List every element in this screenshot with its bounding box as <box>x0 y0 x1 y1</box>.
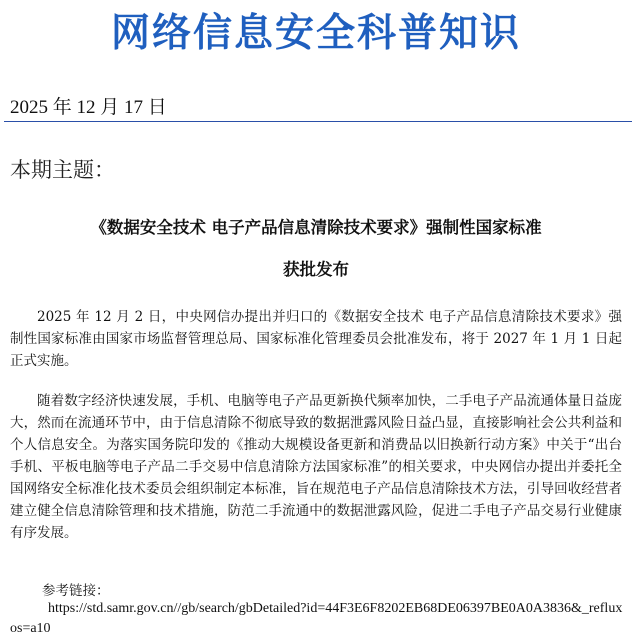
article-headline-line1: 《数据安全技术 电子产品信息清除技术要求》强制性国家标准 <box>90 218 542 237</box>
reference-label: 参考链接： <box>42 583 110 599</box>
issue-date: 2025 年 12 月 17 日 <box>10 97 167 118</box>
reference-link[interactable]: https://std.samr.gov.cn//gb/search/gbDetailed?id=44F3E6F8202EB68DE06397BE0A0A3836&_refluxos=a10 <box>10 601 623 636</box>
header-divider <box>4 121 632 122</box>
article-paragraph-1: 2025 年 12 月 2 日，中央网信办提出并归口的《数据安全技术 电子产品信息清除技术要求》强制性国家标准由国家市场监督管理总局、国家标准化管理委员会批准发布，将于 2027 年 1 月 1 日起正式实施。 <box>10 309 622 369</box>
article-paragraph-2: 随着数字经济快速发展，手机、电脑等电子产品更新换代频率加快，二手电子产品流通体量日益庞大，然而在流通环节中，由于信息清除不彻底导致的数据泄露风险日益凸显，直接影响社会公共利益和个人信息安全。为落实国务院印发的《推动大规模设备更新和消费品以旧换新行动方案》中关于“出台手机、平板电脑等电子产品二手交易中信息清除方法国家标准”的相关要求，中央网信办提出并委托全国网络安全标准化技术委员会组织制定本标准，旨在规范电子产品信息清除技术方法，引导回收经营者建立健全信息清除管理和技术措施，防范二手流通中的数据泄露风险，促进二手电子产品交易行业健康有序发展。 <box>10 393 622 541</box>
topic-label: 本期主题： <box>10 158 115 182</box>
masthead-title: 网络信息安全科普知识 <box>110 11 521 56</box>
article-headline-line2: 获批发布 <box>283 260 349 279</box>
